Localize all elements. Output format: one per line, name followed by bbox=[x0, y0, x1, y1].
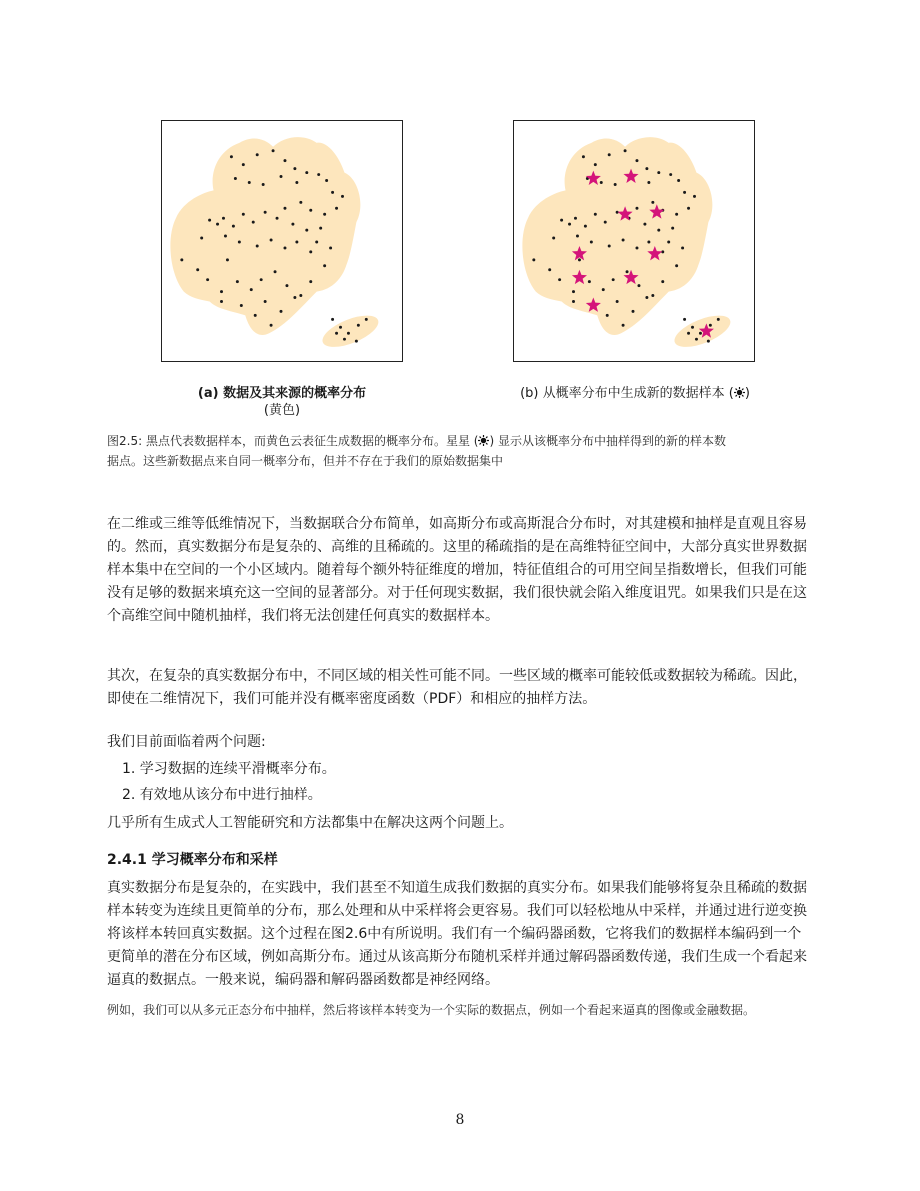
data-sample-dot bbox=[208, 219, 211, 222]
data-sample-dot bbox=[270, 324, 273, 327]
data-sample-dot bbox=[622, 239, 625, 242]
data-sample-dot bbox=[355, 340, 358, 343]
data-sample-dot bbox=[248, 181, 251, 184]
data-sample-dot bbox=[206, 278, 209, 281]
data-sample-dot bbox=[280, 175, 283, 178]
data-sample-dot bbox=[305, 171, 308, 174]
data-sample-dot bbox=[343, 338, 346, 341]
data-sample-dot bbox=[651, 294, 654, 297]
section-heading: 2.4.1 学习概率分布和采样 bbox=[107, 852, 278, 868]
page-number: 8 bbox=[455, 1112, 465, 1128]
data-cloud-with-stars bbox=[514, 121, 754, 361]
data-sample-dot bbox=[295, 241, 298, 244]
data-sample-dot bbox=[242, 213, 245, 216]
data-sample-dot bbox=[552, 237, 555, 240]
paragraph-4: 几乎所有生成式人工智能研究和方法都集中在解决这两个问题上。 bbox=[107, 815, 513, 831]
data-sample-dot bbox=[222, 217, 225, 220]
data-sample-dot bbox=[238, 241, 241, 244]
data-sample-dot bbox=[683, 191, 686, 194]
data-sample-dot bbox=[651, 201, 654, 204]
data-sample-dot bbox=[669, 173, 672, 176]
panel-b-caption-prefix: (b) 从概率分布中生成新的数据样本 ( bbox=[520, 386, 734, 401]
data-sample-dot bbox=[632, 310, 635, 313]
data-sample-dot bbox=[594, 163, 597, 166]
data-sample-dot bbox=[560, 219, 563, 222]
data-sample-dot bbox=[717, 318, 720, 321]
data-sample-dot bbox=[657, 229, 660, 232]
data-sample-dot bbox=[576, 235, 579, 238]
data-sample-dot bbox=[262, 183, 265, 186]
data-sample-dot bbox=[671, 227, 674, 230]
data-sample-dot bbox=[681, 246, 684, 249]
data-sample-dot bbox=[305, 229, 308, 232]
data-sample-dot bbox=[323, 264, 326, 267]
data-sample-dot bbox=[220, 300, 223, 303]
data-sample-dot bbox=[232, 225, 235, 228]
data-sample-dot bbox=[220, 290, 223, 293]
data-sample-dot bbox=[647, 241, 650, 244]
data-sample-dot bbox=[606, 314, 609, 317]
data-sample-dot bbox=[604, 221, 607, 224]
data-sample-dot bbox=[635, 159, 638, 162]
data-sample-dot bbox=[315, 241, 318, 244]
data-sample-dot bbox=[365, 318, 368, 321]
data-sample-dot bbox=[691, 326, 694, 329]
data-sample-dot bbox=[616, 300, 619, 303]
data-sample-dot bbox=[234, 177, 237, 180]
data-sample-dot bbox=[600, 181, 603, 184]
data-sample-dot bbox=[200, 237, 203, 240]
panel-a-caption-title: (a) 数据及其来源的概率分布 bbox=[197, 386, 367, 401]
data-sample-dot bbox=[699, 332, 702, 335]
data-sample-dot bbox=[357, 324, 360, 327]
data-sample-dot bbox=[667, 241, 670, 244]
list-item: 2. 有效地从该分布中进行抽样。 bbox=[122, 787, 322, 803]
paragraph-3: 我们目前面临着两个问题: bbox=[107, 734, 266, 750]
probability-cloud bbox=[170, 137, 360, 335]
data-sample-dot bbox=[608, 153, 611, 156]
figure-caption bbox=[107, 431, 817, 471]
data-sample-dot bbox=[626, 270, 629, 273]
data-sample-dot bbox=[637, 284, 640, 287]
data-sample-dot bbox=[572, 290, 575, 293]
panel-b-caption bbox=[505, 385, 765, 402]
data-sample-dot bbox=[274, 270, 277, 273]
data-sample-dot bbox=[299, 201, 302, 204]
sun-icon bbox=[734, 387, 745, 398]
data-sample-dot bbox=[661, 280, 664, 283]
data-sample-dot bbox=[594, 213, 597, 216]
data-sample-dot bbox=[687, 207, 690, 210]
data-sample-dot bbox=[347, 332, 350, 335]
data-sample-dot bbox=[612, 278, 615, 281]
data-sample-dot bbox=[643, 223, 646, 226]
data-sample-dot bbox=[299, 294, 302, 297]
data-sample-dot bbox=[252, 221, 255, 224]
data-sample-dot bbox=[276, 217, 279, 220]
data-cloud-with-dots bbox=[162, 121, 402, 361]
data-sample-dot bbox=[285, 284, 288, 287]
data-sample-dot bbox=[230, 155, 233, 158]
data-sample-dot bbox=[293, 296, 296, 299]
figure-panel-b bbox=[513, 120, 755, 362]
data-sample-dot bbox=[309, 280, 312, 283]
data-sample-dot bbox=[695, 338, 698, 341]
data-sample-dot bbox=[309, 209, 312, 212]
paragraph-1: 在二维或三维等低维情况下，当数据联合分布简单，如高斯分布或高斯混合分布时，对其建模和抽样是直观且容易的。然而，真实数据分布是复杂的、高维的且稀疏的。这里的稀疏指的是在高维特征空间中，大部分真实世界数据样本集中在空间的一个小区域内。随着每个额外特征维度的增加，特征值组合的可用空间呈指数增长，但我们可能没有足够的数据来填充这一空间的显著部分。对于任何现实数据，我们很快就会陷入维度诅咒。如果我们只是在这个高维空间中随机抽样，我们将无法创建任何真实的数据样本。 bbox=[107, 516, 807, 624]
data-sample-dot bbox=[574, 217, 577, 220]
data-sample-dot bbox=[236, 280, 239, 283]
figure-panel-a bbox=[161, 120, 403, 362]
data-sample-dot bbox=[280, 310, 283, 313]
data-sample-dot bbox=[548, 268, 551, 271]
data-sample-dot bbox=[317, 173, 320, 176]
data-sample-dot bbox=[707, 340, 710, 343]
data-sample-dot bbox=[224, 235, 227, 238]
panel-a-caption-sub: (黄色) bbox=[263, 403, 301, 418]
data-sample-dot bbox=[240, 304, 243, 307]
data-sample-dot bbox=[675, 213, 678, 216]
data-sample-dot bbox=[256, 153, 259, 156]
data-sample-dot bbox=[270, 239, 273, 242]
data-sample-dot bbox=[196, 268, 199, 271]
paragraph-2: 其次，在复杂的真实数据分布中，不同区域的相关性可能不同。一些区域的概率可能较低或数据较为稀疏。因此，即使在二维情况下，我们可能并没有概率密度函数（PDF）和相应的抽样方法。 bbox=[107, 668, 807, 707]
data-sample-dot bbox=[558, 278, 561, 281]
data-sample-dot bbox=[582, 155, 585, 158]
data-sample-dot bbox=[331, 318, 334, 321]
data-sample-dot bbox=[335, 207, 338, 210]
data-sample-dot bbox=[242, 163, 245, 166]
data-sample-dot bbox=[339, 326, 342, 329]
data-sample-dot bbox=[675, 264, 678, 267]
data-sample-dot bbox=[683, 318, 686, 321]
data-sample-dot bbox=[568, 223, 571, 226]
paragraph-6: 例如，我们可以从多元正态分布中抽样，然后将该样本转变为一个实际的数据点，例如一个看起来逼真的图像或金融数据。 bbox=[107, 1003, 756, 1017]
data-sample-dot bbox=[283, 207, 286, 210]
data-sample-dot bbox=[645, 167, 648, 170]
data-sample-dot bbox=[180, 258, 183, 261]
data-sample-dot bbox=[645, 296, 648, 299]
data-sample-dot bbox=[323, 213, 326, 216]
data-sample-dot bbox=[687, 332, 690, 335]
data-sample-dot bbox=[624, 149, 627, 152]
data-sample-dot bbox=[319, 227, 322, 230]
data-sample-dot bbox=[291, 223, 294, 226]
data-sample-dot bbox=[256, 244, 259, 247]
figure-caption-line1-b: ) 显示从该概率分布中抽样得到的新的样本数 bbox=[489, 434, 726, 448]
data-sample-dot bbox=[608, 244, 611, 247]
panel-a-caption bbox=[161, 385, 403, 419]
data-sample-dot bbox=[295, 181, 298, 184]
data-sample-dot bbox=[264, 211, 267, 214]
data-sample-dot bbox=[254, 314, 257, 317]
data-sample-dot bbox=[635, 207, 638, 210]
probability-cloud bbox=[522, 137, 712, 335]
data-sample-dot bbox=[693, 195, 696, 198]
data-sample-dot bbox=[677, 179, 680, 182]
list-item: 1. 学习数据的连续平滑概率分布。 bbox=[122, 761, 336, 777]
data-sample-dot bbox=[309, 250, 312, 253]
data-sample-dot bbox=[283, 159, 286, 162]
data-sample-dot bbox=[614, 183, 617, 186]
data-sample-dot bbox=[584, 225, 587, 228]
data-sample-dot bbox=[590, 241, 593, 244]
paragraph-5: 真实数据分布是复杂的，在实践中，我们甚至不知道生成我们数据的真实分布。如果我们能够将复杂且稀疏的数据样本转变为连续且更简单的分布，那么处理和从中采样将会更容易。我们可以轻松地从中采样，并通过进行逆变换将该样本转回真实数据。这个过程在图2.6中有所说明。我们有一个编码器函数，它将我们的数据样本编码到一个更简单的潜在分布区域，例如高斯分布。通过从该高斯分布随机采样并通过解码器函数传递，我们生成一个看起来逼真的数据点。一般来说，编码器和解码器函数都是神经网络。 bbox=[107, 880, 807, 988]
probability-cloud-small bbox=[318, 309, 382, 353]
data-sample-dot bbox=[341, 195, 344, 198]
panel-b-caption-suffix: ) bbox=[744, 386, 750, 401]
data-sample-dot bbox=[272, 149, 275, 152]
data-sample-dot bbox=[709, 324, 712, 327]
data-sample-dot bbox=[264, 300, 267, 303]
figure-caption-line2: 据点。这些新数据点来自同一概率分布，但并不存在于我们的原始数据集中 bbox=[107, 454, 504, 468]
data-sample-dot bbox=[216, 223, 219, 226]
data-sample-dot bbox=[572, 300, 575, 303]
data-sample-dot bbox=[647, 181, 650, 184]
data-sample-dot bbox=[331, 191, 334, 194]
data-sample-dot bbox=[250, 288, 253, 291]
sun-icon bbox=[478, 435, 489, 446]
data-sample-dot bbox=[657, 171, 660, 174]
data-sample-dot bbox=[532, 258, 535, 261]
data-sample-dot bbox=[588, 280, 591, 283]
figure-caption-line1-a: 图2.5: 黑点代表数据样本，而黄色云表征生成数据的概率分布。星星 ( bbox=[107, 434, 479, 448]
data-sample-dot bbox=[329, 246, 332, 249]
data-sample-dot bbox=[325, 179, 328, 182]
data-sample-dot bbox=[260, 278, 263, 281]
data-sample-dot bbox=[622, 324, 625, 327]
data-sample-dot bbox=[635, 246, 638, 249]
data-sample-dot bbox=[293, 167, 296, 170]
data-sample-dot bbox=[578, 258, 581, 261]
data-sample-dot bbox=[226, 258, 229, 261]
data-sample-dot bbox=[602, 288, 605, 291]
data-sample-dot bbox=[335, 332, 338, 335]
data-sample-dot bbox=[283, 246, 286, 249]
